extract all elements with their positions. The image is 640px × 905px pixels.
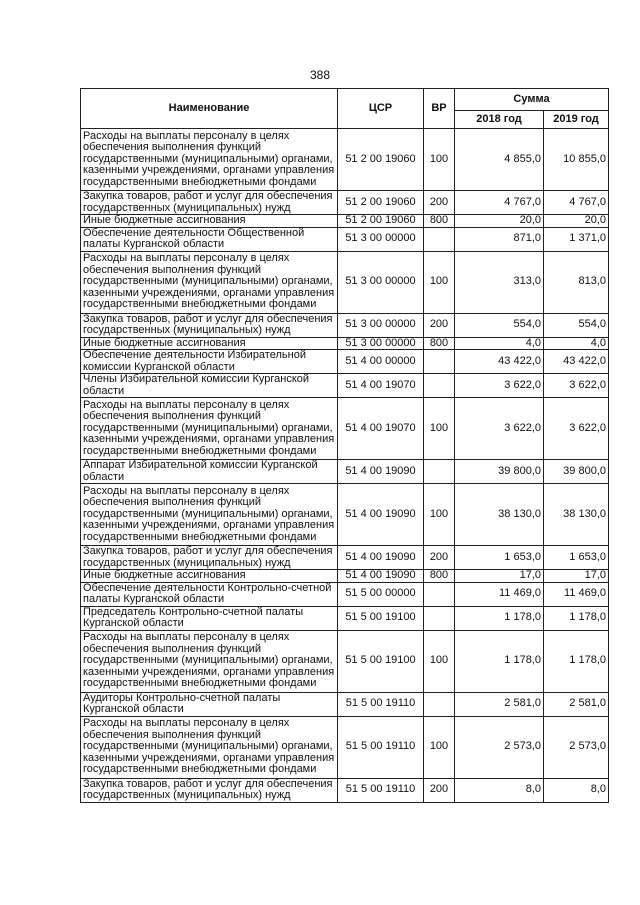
row-csr: 51 4 00 19090	[338, 546, 424, 570]
row-csr: 51 5 00 19100	[338, 606, 424, 630]
row-csr: 51 3 00 00000	[338, 337, 424, 350]
row-sum-2019: 1 653,0	[544, 546, 609, 570]
row-sum-2018: 1 178,0	[455, 606, 544, 630]
row-vr: 200	[424, 313, 455, 337]
row-sum-2018: 4,0	[455, 337, 544, 350]
row-sum-2019: 554,0	[544, 313, 609, 337]
row-sum-2018: 2 581,0	[455, 692, 544, 716]
row-name: Расходы на выплаты персоналу в целях обеспечения выполнения функций государственными (муниципальными) органами, казенными учреждениями, органами управления государственными внебюджетными фондами	[81, 251, 338, 313]
row-vr	[424, 374, 455, 398]
table-row	[81, 191, 609, 215]
row-vr: 100	[424, 716, 455, 778]
table-row	[81, 692, 609, 716]
row-sum-2018: 1 653,0	[455, 546, 544, 570]
row-sum-2018: 4 855,0	[455, 129, 544, 191]
table-row	[81, 251, 609, 313]
row-name: Обеспечение деятельности Избирательной комиссии Курганской области	[81, 350, 338, 374]
row-sum-2019: 38 130,0	[544, 484, 609, 546]
row-sum-2019: 1 371,0	[544, 227, 609, 251]
row-sum-2018: 2 573,0	[455, 716, 544, 778]
row-vr	[424, 606, 455, 630]
row-vr: 200	[424, 778, 455, 802]
row-sum-2019: 43 422,0	[544, 350, 609, 374]
header-year-2019: 2019 год	[544, 111, 609, 129]
row-csr: 51 4 00 19090	[338, 570, 424, 583]
row-sum-2019: 1 178,0	[544, 630, 609, 692]
row-vr: 100	[424, 484, 455, 546]
row-sum-2019: 3 622,0	[544, 374, 609, 398]
row-name: Закупка товаров, работ и услуг для обеспечения государственных (муниципальных) нужд	[81, 191, 338, 215]
row-csr: 51 4 00 19070	[338, 398, 424, 460]
row-name: Обеспечение деятельности Общественной палаты Курганской области	[81, 227, 338, 251]
table-row	[81, 570, 609, 583]
row-sum-2018: 11 469,0	[455, 582, 544, 606]
row-sum-2018: 554,0	[455, 313, 544, 337]
row-sum-2019: 4,0	[544, 337, 609, 350]
row-csr: 51 5 00 19100	[338, 630, 424, 692]
table-row	[81, 350, 609, 374]
row-sum-2018: 1 178,0	[455, 630, 544, 692]
row-sum-2018: 39 800,0	[455, 460, 544, 484]
row-csr: 51 4 00 19090	[338, 484, 424, 546]
row-sum-2018: 4 767,0	[455, 191, 544, 215]
table-row	[81, 582, 609, 606]
row-name: Иные бюджетные ассигнования	[81, 337, 338, 350]
row-vr	[424, 227, 455, 251]
row-sum-2019: 39 800,0	[544, 460, 609, 484]
table-row	[81, 398, 609, 460]
row-csr: 51 2 00 19060	[338, 191, 424, 215]
row-name: Аудиторы Контрольно-счетной палаты Курганской области	[81, 692, 338, 716]
row-sum-2019: 11 469,0	[544, 582, 609, 606]
row-sum-2018: 43 422,0	[455, 350, 544, 374]
row-csr: 51 2 00 19060	[338, 215, 424, 228]
row-vr	[424, 692, 455, 716]
row-sum-2019: 20,0	[544, 215, 609, 228]
row-name: Иные бюджетные ассигнования	[81, 215, 338, 228]
row-sum-2019: 813,0	[544, 251, 609, 313]
row-sum-2019: 4 767,0	[544, 191, 609, 215]
header-vr: ВР	[424, 89, 455, 129]
row-vr	[424, 582, 455, 606]
header-name: Наименование	[81, 89, 338, 129]
table-row	[81, 630, 609, 692]
page-number: 388	[309, 68, 331, 82]
row-csr: 51 3 00 00000	[338, 313, 424, 337]
row-vr: 100	[424, 129, 455, 191]
row-sum-2018: 313,0	[455, 251, 544, 313]
row-name: Расходы на выплаты персоналу в целях обеспечения выполнения функций государственными (муниципальными) органами, казенными учреждениями, органами управления государственными внебюджетными фондами	[81, 129, 338, 191]
table-row	[81, 778, 609, 802]
table-row	[81, 460, 609, 484]
header-sum: Сумма	[455, 89, 609, 111]
row-csr: 51 4 00 19070	[338, 374, 424, 398]
row-vr: 800	[424, 337, 455, 350]
row-sum-2019: 2 573,0	[544, 716, 609, 778]
row-csr: 51 2 00 19060	[338, 129, 424, 191]
table-row	[81, 484, 609, 546]
row-name: Закупка товаров, работ и услуг для обеспечения государственных (муниципальных) нужд	[81, 313, 338, 337]
row-sum-2018: 17,0	[455, 570, 544, 583]
row-name: Обеспечение деятельности Контрольно-счетной палаты Курганской области	[81, 582, 338, 606]
table-row	[81, 716, 609, 778]
row-vr	[424, 460, 455, 484]
row-vr: 100	[424, 251, 455, 313]
table-row	[81, 215, 609, 228]
table-row	[81, 227, 609, 251]
table-body	[81, 129, 609, 803]
row-sum-2018: 3 622,0	[455, 398, 544, 460]
row-name: Закупка товаров, работ и услуг для обеспечения государственных (муниципальных) нужд	[81, 546, 338, 570]
table-row	[81, 313, 609, 337]
row-csr: 51 5 00 19110	[338, 692, 424, 716]
header-year-2018: 2018 год	[455, 111, 544, 129]
table-row	[81, 374, 609, 398]
row-sum-2018: 38 130,0	[455, 484, 544, 546]
row-vr: 200	[424, 191, 455, 215]
row-csr: 51 4 00 19090	[338, 460, 424, 484]
row-csr: 51 5 00 00000	[338, 582, 424, 606]
row-name: Члены Избирательной комиссии Курганской области	[81, 374, 338, 398]
row-name: Иные бюджетные ассигнования	[81, 570, 338, 583]
table-row	[81, 606, 609, 630]
row-csr: 51 3 00 00000	[338, 227, 424, 251]
row-name: Председатель Контрольно-счетной палаты Курганской области	[81, 606, 338, 630]
row-sum-2019: 1 178,0	[544, 606, 609, 630]
row-vr: 100	[424, 630, 455, 692]
row-csr: 51 5 00 19110	[338, 716, 424, 778]
row-vr: 200	[424, 546, 455, 570]
header-csr: ЦСР	[338, 89, 424, 129]
row-csr: 51 5 00 19110	[338, 778, 424, 802]
row-name: Расходы на выплаты персоналу в целях обеспечения выполнения функций государственными (муниципальными) органами, казенными учреждениями, органами управления государственными внебюджетными фондами	[81, 630, 338, 692]
row-sum-2019: 17,0	[544, 570, 609, 583]
row-name: Расходы на выплаты персоналу в целях обеспечения выполнения функций государственными (муниципальными) органами, казенными учреждениями, органами управления государственными внебюджетными фондами	[81, 484, 338, 546]
row-sum-2019: 10 855,0	[544, 129, 609, 191]
row-sum-2019: 8,0	[544, 778, 609, 802]
row-sum-2018: 8,0	[455, 778, 544, 802]
row-sum-2019: 2 581,0	[544, 692, 609, 716]
budget-table	[80, 88, 609, 803]
row-vr: 100	[424, 398, 455, 460]
row-vr: 800	[424, 215, 455, 228]
row-sum-2018: 871,0	[455, 227, 544, 251]
row-vr: 800	[424, 570, 455, 583]
row-vr	[424, 350, 455, 374]
row-sum-2019: 3 622,0	[544, 398, 609, 460]
row-name: Расходы на выплаты персоналу в целях обеспечения выполнения функций государственными (муниципальными) органами, казенными учреждениями, органами управления государственными внебюджетными фондами	[81, 398, 338, 460]
row-name: Аппарат Избирательной комиссии Курганской области	[81, 460, 338, 484]
row-name: Расходы на выплаты персоналу в целях обеспечения выполнения функций государственными (муниципальными) органами, казенными учреждениями, органами управления государственными внебюджетными фондами	[81, 716, 338, 778]
row-name: Закупка товаров, работ и услуг для обеспечения государственных (муниципальных) нужд	[81, 778, 338, 802]
table-row	[81, 129, 609, 191]
table-row	[81, 337, 609, 350]
row-sum-2018: 3 622,0	[455, 374, 544, 398]
table-row	[81, 546, 609, 570]
row-csr: 51 4 00 00000	[338, 350, 424, 374]
row-csr: 51 3 00 00000	[338, 251, 424, 313]
row-sum-2018: 20,0	[455, 215, 544, 228]
